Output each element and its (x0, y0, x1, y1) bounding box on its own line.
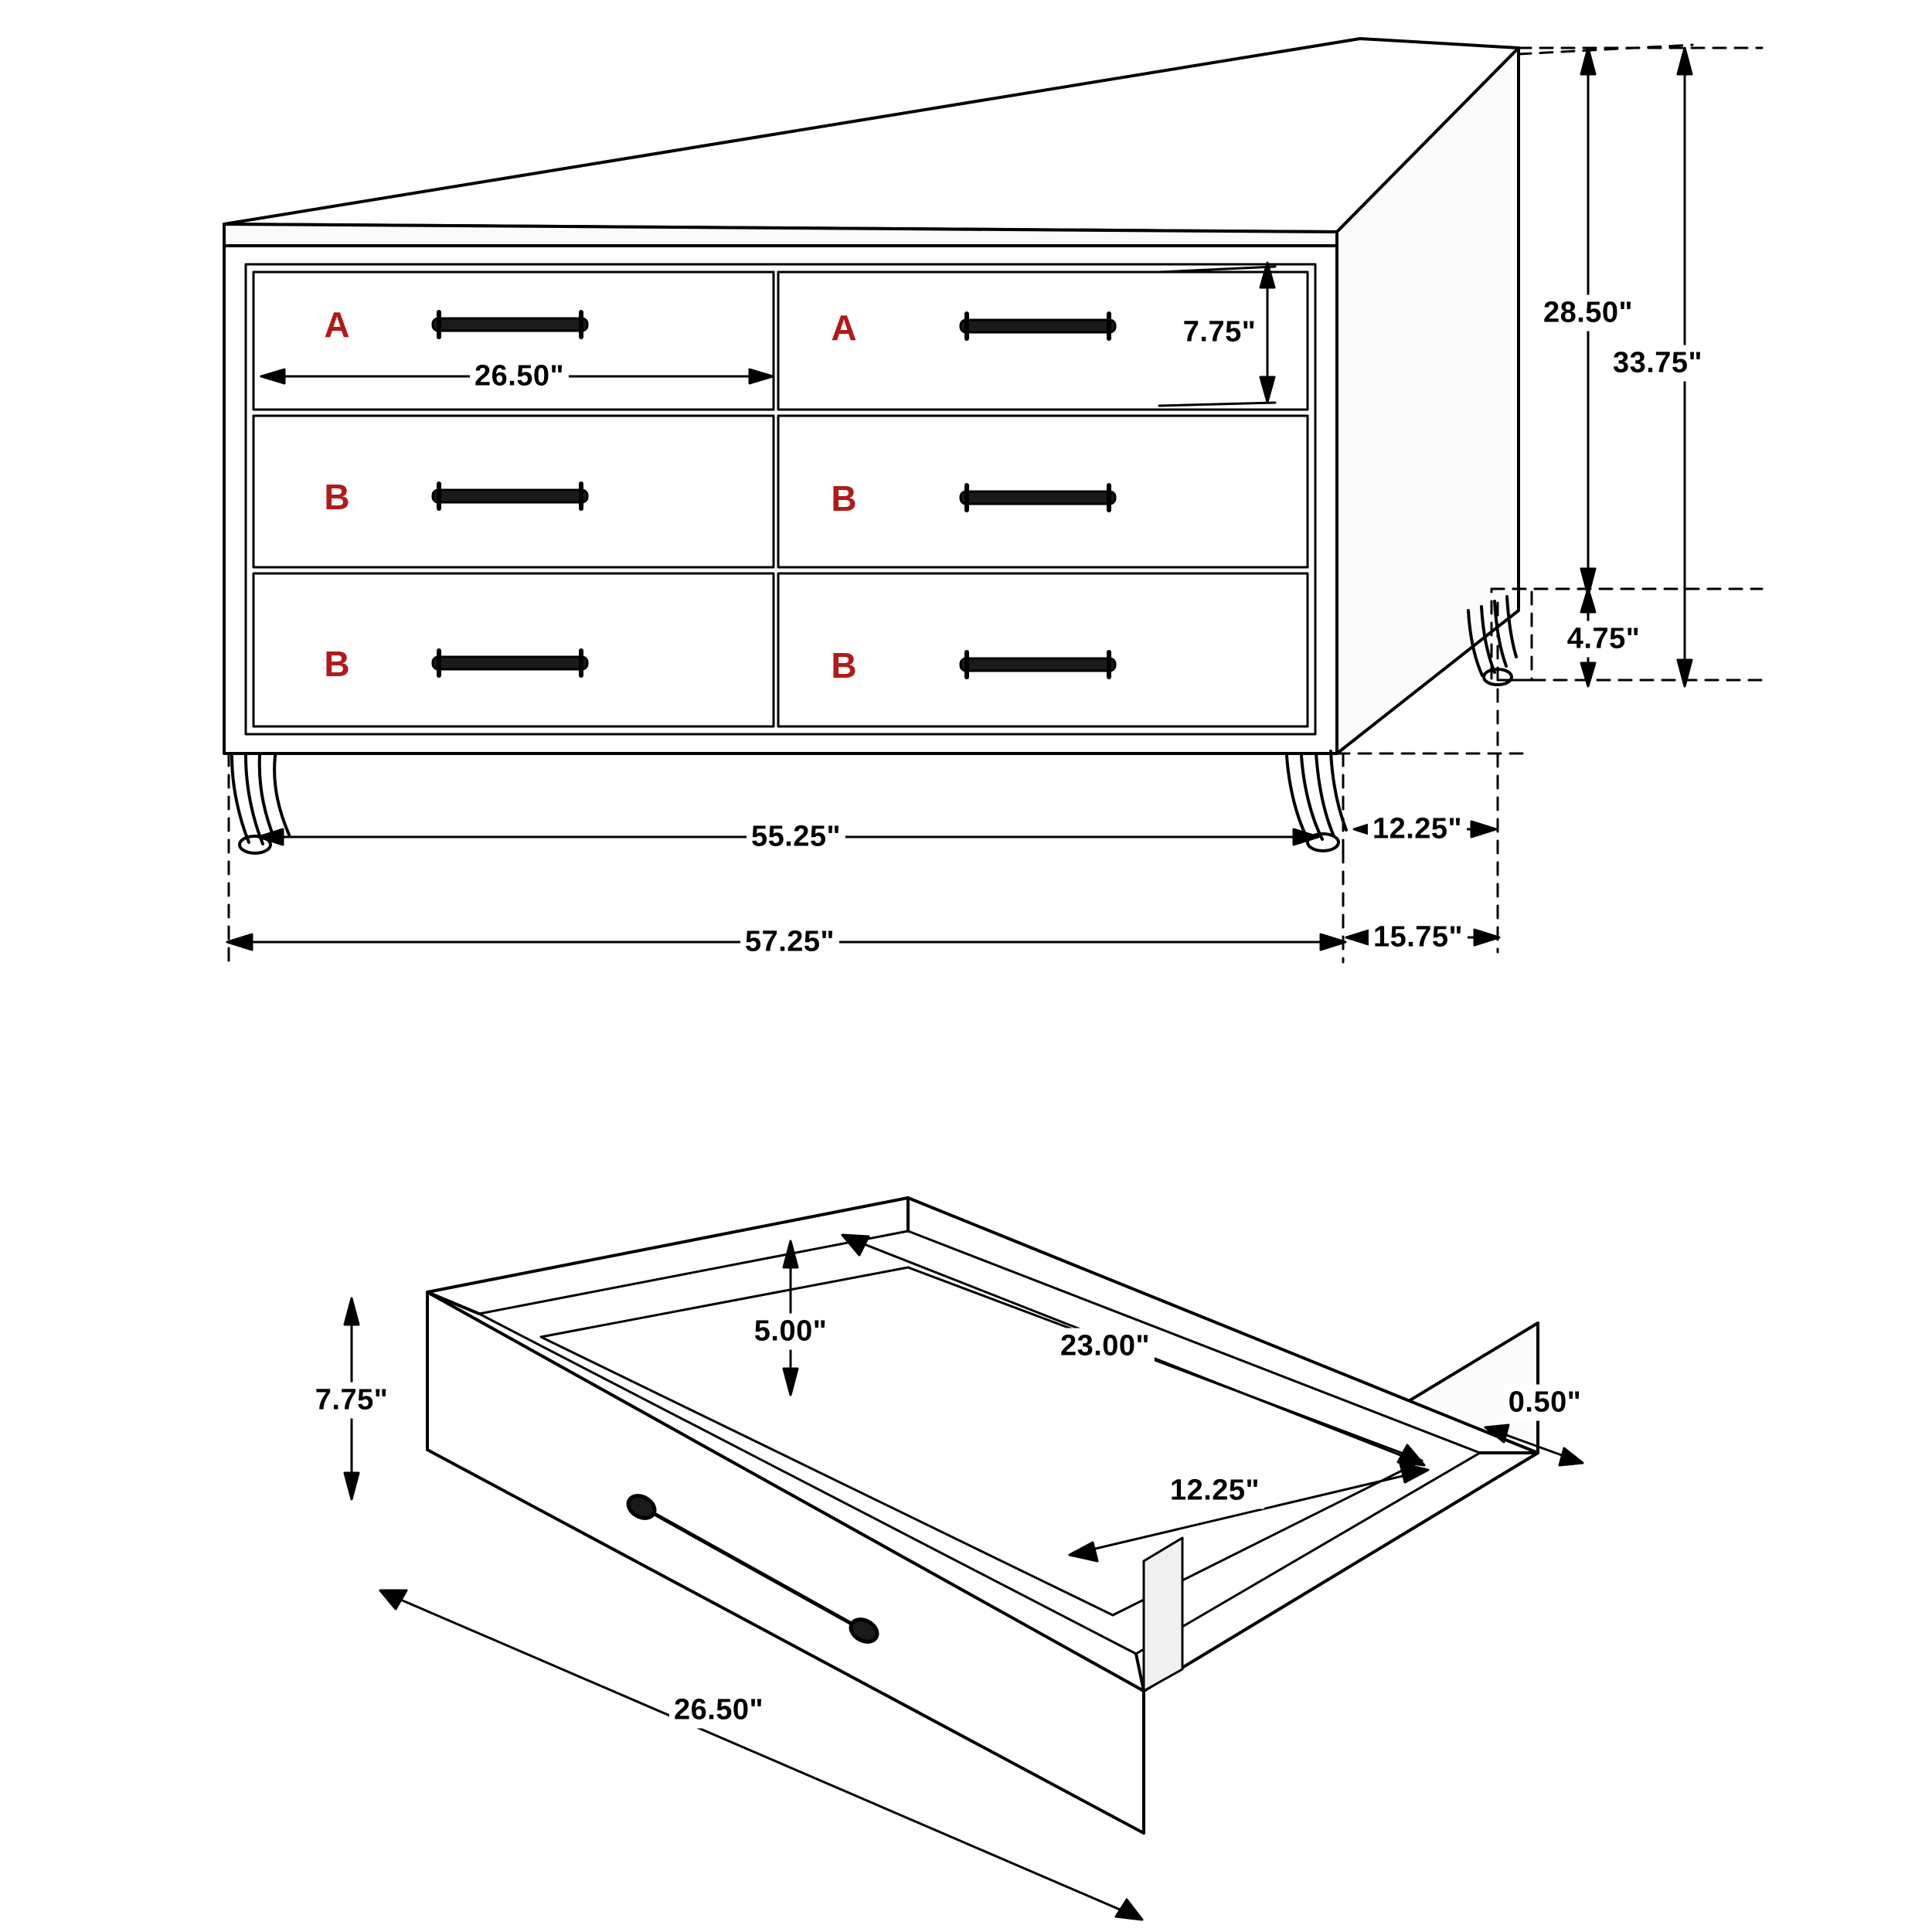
dresser-top-surface (224, 39, 1519, 232)
dimension-drawer-front-width: 26.50" (669, 1692, 768, 1729)
drawer-detail-geometry (427, 1198, 1538, 1833)
dimension-interior-depth: 12.25" (1165, 1473, 1264, 1509)
dimension-drawer-side-height: 7.75" (311, 1383, 393, 1419)
drawer-label-a-right: A (831, 308, 857, 348)
handle-a-right (961, 320, 1115, 332)
dimension-cabinet-height: 28.50" (1539, 295, 1638, 332)
drawer-label-a-left: A (324, 304, 350, 345)
dimension-cabinet-depth: 12.25" (1368, 811, 1467, 848)
dimension-overall-depth: 15.75" (1369, 920, 1468, 956)
handle-b-bot-right (961, 658, 1115, 671)
dimension-drawer-width-a: 26.50" (470, 359, 569, 395)
dimension-panel-thickness: 0.50" (1504, 1385, 1586, 1421)
dimension-overall-height: 33.75" (1608, 345, 1707, 382)
dimension-interior-width: 23.00" (1056, 1328, 1155, 1365)
dimension-drawer-front-height: 7.75" (1179, 315, 1260, 351)
handle-b-mid-left (433, 490, 587, 502)
drawer-label-b-mid-right: B (831, 478, 857, 519)
handle-a-left (433, 318, 587, 331)
drawer-front-b-bot-right (778, 573, 1308, 726)
handle-b-mid-right (961, 492, 1115, 504)
drawer-front-thickness (1144, 1538, 1182, 1691)
dimension-leg-height: 4.75" (1563, 621, 1645, 658)
drawer-label-b-bot-left: B (324, 644, 350, 684)
dimension-cabinet-width: 55.25" (747, 819, 845, 855)
dimension-interior-depth-height: 5.00" (750, 1314, 832, 1350)
drawer-label-b-bot-right: B (831, 645, 857, 685)
dimension-overall-width: 57.25" (740, 924, 839, 961)
drawer-label-b-mid-left: B (324, 477, 350, 517)
handle-b-bot-left (433, 657, 587, 669)
